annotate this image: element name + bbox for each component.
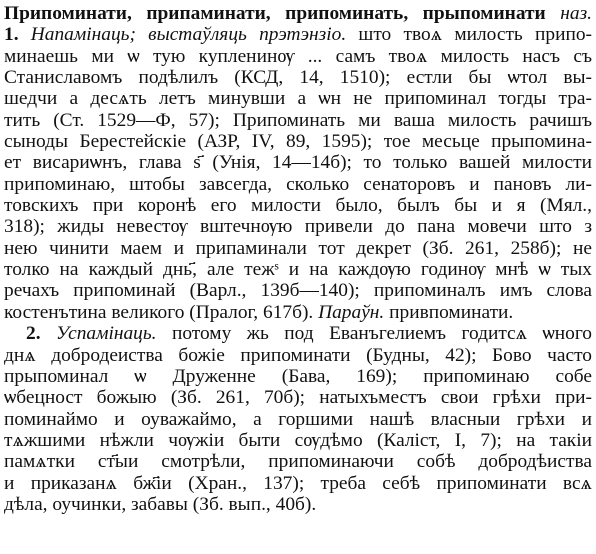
sense-1-line-6: сыноды Берестейскіе (АЗР, IV, 89, 1595); тое месьце прыпомина-	[4, 131, 592, 153]
sense-2-line-7: памѧтки ст҃ыи смотрѣли, припоминаючи собѣ добродѣиства	[4, 451, 592, 473]
sense-1-text-0: што твоѧ милость припо-	[346, 24, 592, 46]
sense-1-text-13: костенътина великого (Пралог, 617б).	[4, 301, 319, 323]
sense-2-line-2: днѧ добродеиства божіе припоминати (Будны, 42); Бово часто	[4, 344, 592, 366]
sense-2-text-0: потому жь под Еванъгелиемъ годитсѧ ѡного	[156, 323, 592, 345]
sense-1-line-11: нею чинити маем и припаминали тот декрет (Зб. 261, 258б); не	[4, 237, 592, 259]
sense-2-line-4: ѡбецност божыю (Зб. 261, 70б); натыхъместъ свои грѣхи при-	[4, 387, 592, 409]
dictionary-entry	[4, 3, 592, 515]
headword: Припоминати, припаминати, припоминать, прыпоминати	[4, 3, 546, 24]
sense-1-number: 1.	[4, 24, 19, 46]
sense-1-line-12: толко на каждый днь҃, але тежˢ и на каждѹю годинѹ мнѣ ѡ тых	[4, 259, 592, 281]
sense-1-line-13: речахъ припоминай (Варл., 139б—140); припоминалъ имъ слова	[4, 280, 592, 302]
sense-2-number: 2.	[26, 323, 41, 345]
sense-1-line-8: припоминаю, штобы завсегда, сколько сенаторовъ и пановъ ли-	[4, 173, 592, 195]
entry-headline	[4, 3, 592, 24]
sense-2-gloss: Успамінаць.	[55, 323, 157, 345]
sense-1-line-9: товскихъ при коронѣ его милости было, былъ бы и я (Мял.,	[4, 195, 592, 217]
sense-1-line-2: минаешь ми ѡ тую купленинѹ ... самъ твоѧ милость насъ съ	[4, 45, 592, 67]
sense-2-line-9: дѣла, оучинки, забавы (Зб. вып., 40б).	[4, 493, 317, 515]
sense-1-line-1	[4, 24, 592, 45]
sense-2-line-8: и приказанѧ бж҃іи (Хран., 137); треба себѣ припоминати всѧ	[4, 472, 592, 494]
see-also-label: Параўн.	[318, 301, 385, 323]
sense-1-gloss: Напамінаць; выстаўляць прэтэнзіо.	[30, 24, 347, 46]
sense-1-line-5: тить (Ст. 1529—Ф, 57); Припоминать ми ваша милость рачишъ	[4, 109, 592, 131]
sense-2-line-1	[4, 323, 592, 344]
sense-2-line-5: поминаймо и оуважаймо, а горшими нашѣ власныи грѣхи и	[4, 408, 592, 430]
sense-1-line-10: 318); жиды невестѹ вштечнѹю привели до пана мовечи што з	[4, 216, 592, 238]
sense-2-line-6: тѧжшими нѣжли чѹжіи быти сѹдѣмо (Каліст, I, 7); на такіи	[4, 429, 592, 451]
sense-1-line-3: Станиславомъ подѣлилъ (КСД, 14, 1510); естли бы ѡтол вы-	[4, 67, 592, 89]
part-of-speech: наз.	[560, 3, 592, 24]
sense-1-line-7: ет висариѡнъ, глава ѕ҃ (Унія, 14—14б); то только вашей милости	[4, 152, 592, 174]
see-also-word: привпоминати.	[384, 301, 514, 323]
sense-1-line-14	[4, 302, 592, 323]
sense-2-line-3: прыпоминал ѡ Друженне (Бава, 169); припоминаю собе	[4, 365, 592, 387]
sense-1-line-4: шедчи а десѧть летъ минувши а ѡн не припоминал тогды тра-	[4, 88, 592, 110]
